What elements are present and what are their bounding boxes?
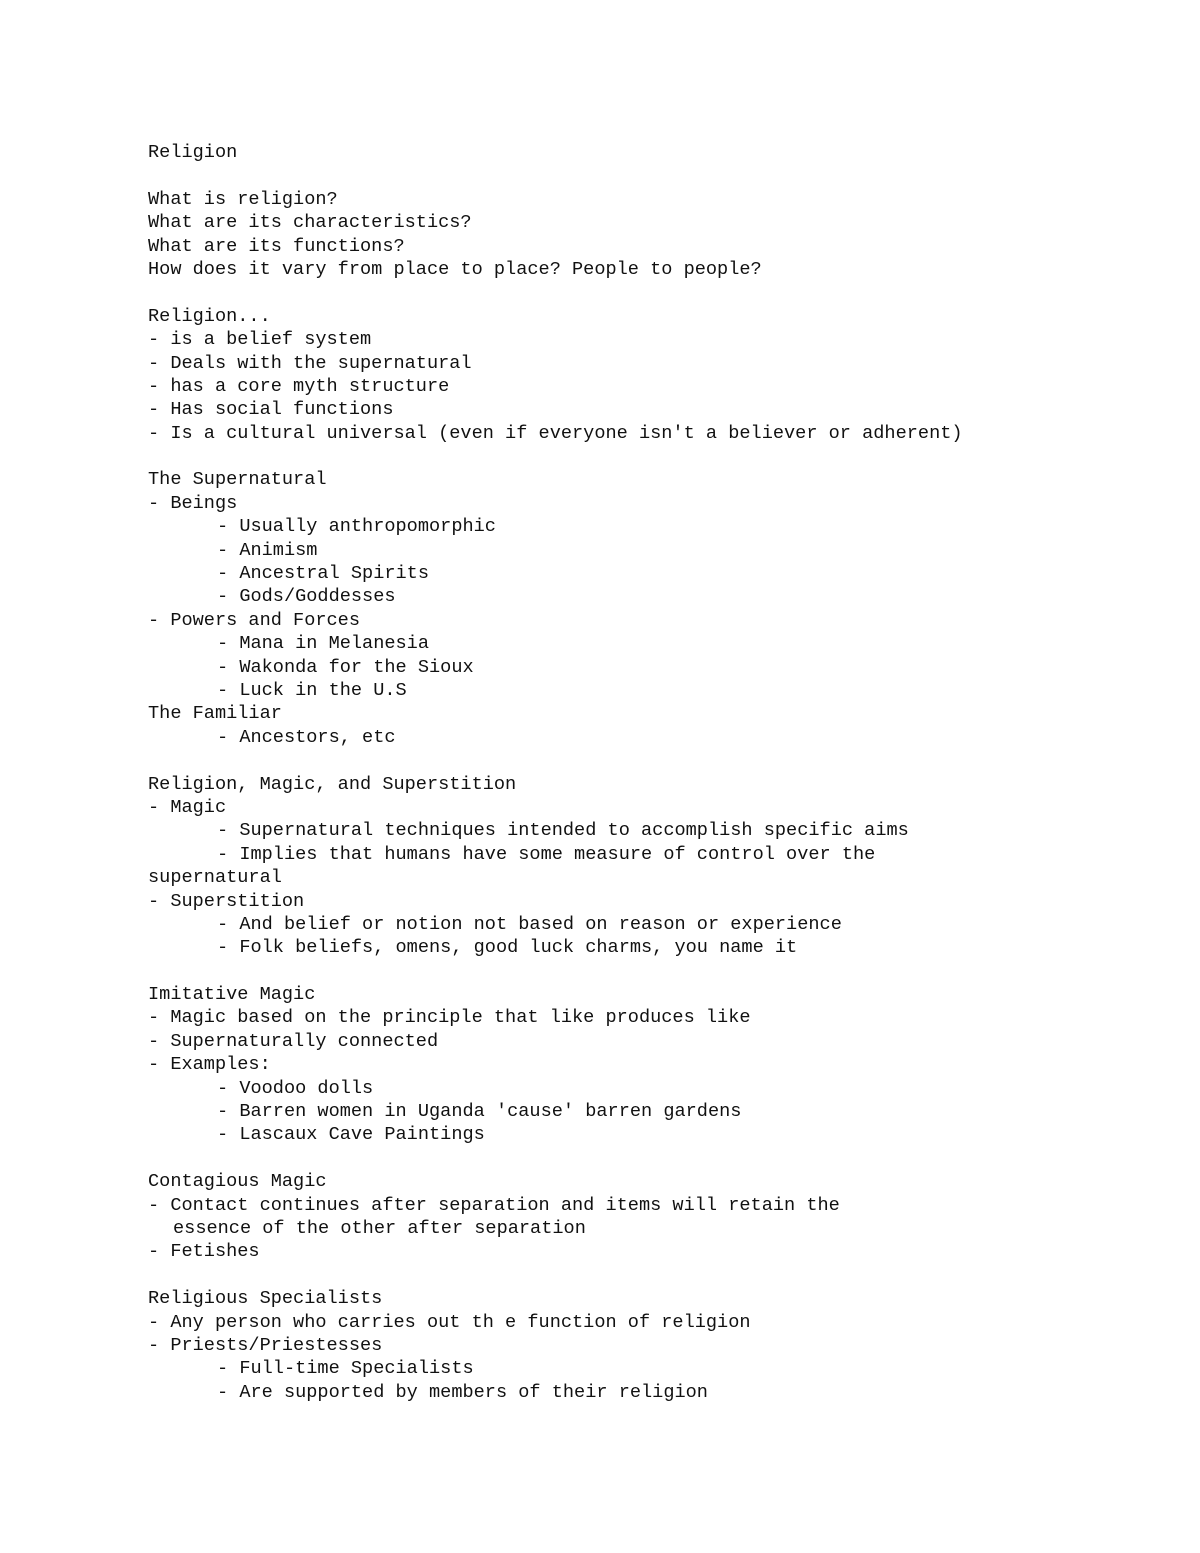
blank-line (148, 960, 1158, 983)
document-line: - Supernatural techniques intended to accomplish specific aims (217, 820, 909, 842)
document-line: What are its characteristics? (148, 212, 472, 234)
document-line: Imitative Magic (148, 984, 316, 1006)
document-line: The Familiar (148, 703, 282, 725)
document-line: supernatural (148, 867, 282, 889)
document-line: - is a belief system (148, 329, 372, 351)
document-line: How does it vary from place to place? People to people? (148, 258, 762, 280)
document-line: - Supernaturally connected (148, 1030, 439, 1052)
document-line: essence of the other after separation (173, 1217, 586, 1239)
document-line: - Ancestors, etc (217, 726, 396, 748)
blank-line (148, 281, 1158, 304)
document-line: - Luck in the U.S (217, 679, 407, 701)
document-line: - Powers and Forces (148, 609, 361, 631)
document-line: - Usually anthropomorphic (217, 516, 496, 538)
document-line: What are its functions? (148, 235, 405, 257)
document-line: The Supernatural (148, 469, 327, 491)
document-line: - Full-time Specialists (217, 1358, 474, 1380)
document-line: - Examples: (148, 1054, 271, 1076)
document-line: - Is a cultural universal (even if everyone isn't a believer or adherent) (148, 422, 963, 444)
document-line: - Animism (217, 539, 318, 561)
document-line: Religion (148, 142, 238, 163)
document-line: - Contact continues after separation and items will retain the (148, 1194, 840, 1216)
document-line: - And belief or notion not based on reason or experience (217, 913, 842, 935)
document-line: - Superstition (148, 890, 305, 912)
document-line: - Magic based on the principle that like produces like (148, 1007, 751, 1029)
blank-line (148, 164, 1158, 187)
document-line: Religious Specialists (148, 1288, 383, 1310)
document-line: - Ancestral Spirits (217, 563, 430, 585)
blank-line (148, 445, 1158, 468)
document-line: - Beings (148, 492, 238, 514)
document-line: What is religion? (148, 188, 338, 210)
document-line: - has a core myth structure (148, 375, 450, 397)
blank-line (148, 749, 1158, 772)
document-line: - Mana in Melanesia (217, 633, 430, 655)
document-page (148, 141, 1158, 1404)
document-line: - Deals with the supernatural (148, 352, 472, 374)
document-line: - Voodoo dolls (217, 1077, 374, 1099)
document-line: - Barren women in Uganda 'cause' barren gardens (217, 1101, 742, 1123)
document-line: - Has social functions (148, 399, 394, 421)
document-line: - Magic (148, 796, 227, 818)
document-line: Religion... (148, 305, 271, 327)
document-line: - Gods/Goddesses (217, 586, 396, 608)
document-line: - Implies that humans have some measure of control over the (217, 843, 876, 865)
document-line: - Are supported by members of their religion (217, 1381, 708, 1403)
document-line: - Folk beliefs, omens, good luck charms, you name it (217, 937, 798, 959)
document-line: - Any person who carries out th e function of religion (148, 1311, 751, 1333)
document-line: - Fetishes (148, 1241, 260, 1263)
document-line: Religion, Magic, and Superstition (148, 773, 517, 795)
blank-line (148, 1147, 1158, 1170)
document-line: - Lascaux Cave Paintings (217, 1124, 485, 1146)
document-line: - Priests/Priestesses (148, 1334, 383, 1356)
document-line: - Wakonda for the Sioux (217, 656, 474, 678)
document-line: Contagious Magic (148, 1171, 327, 1193)
blank-line (148, 1264, 1158, 1287)
